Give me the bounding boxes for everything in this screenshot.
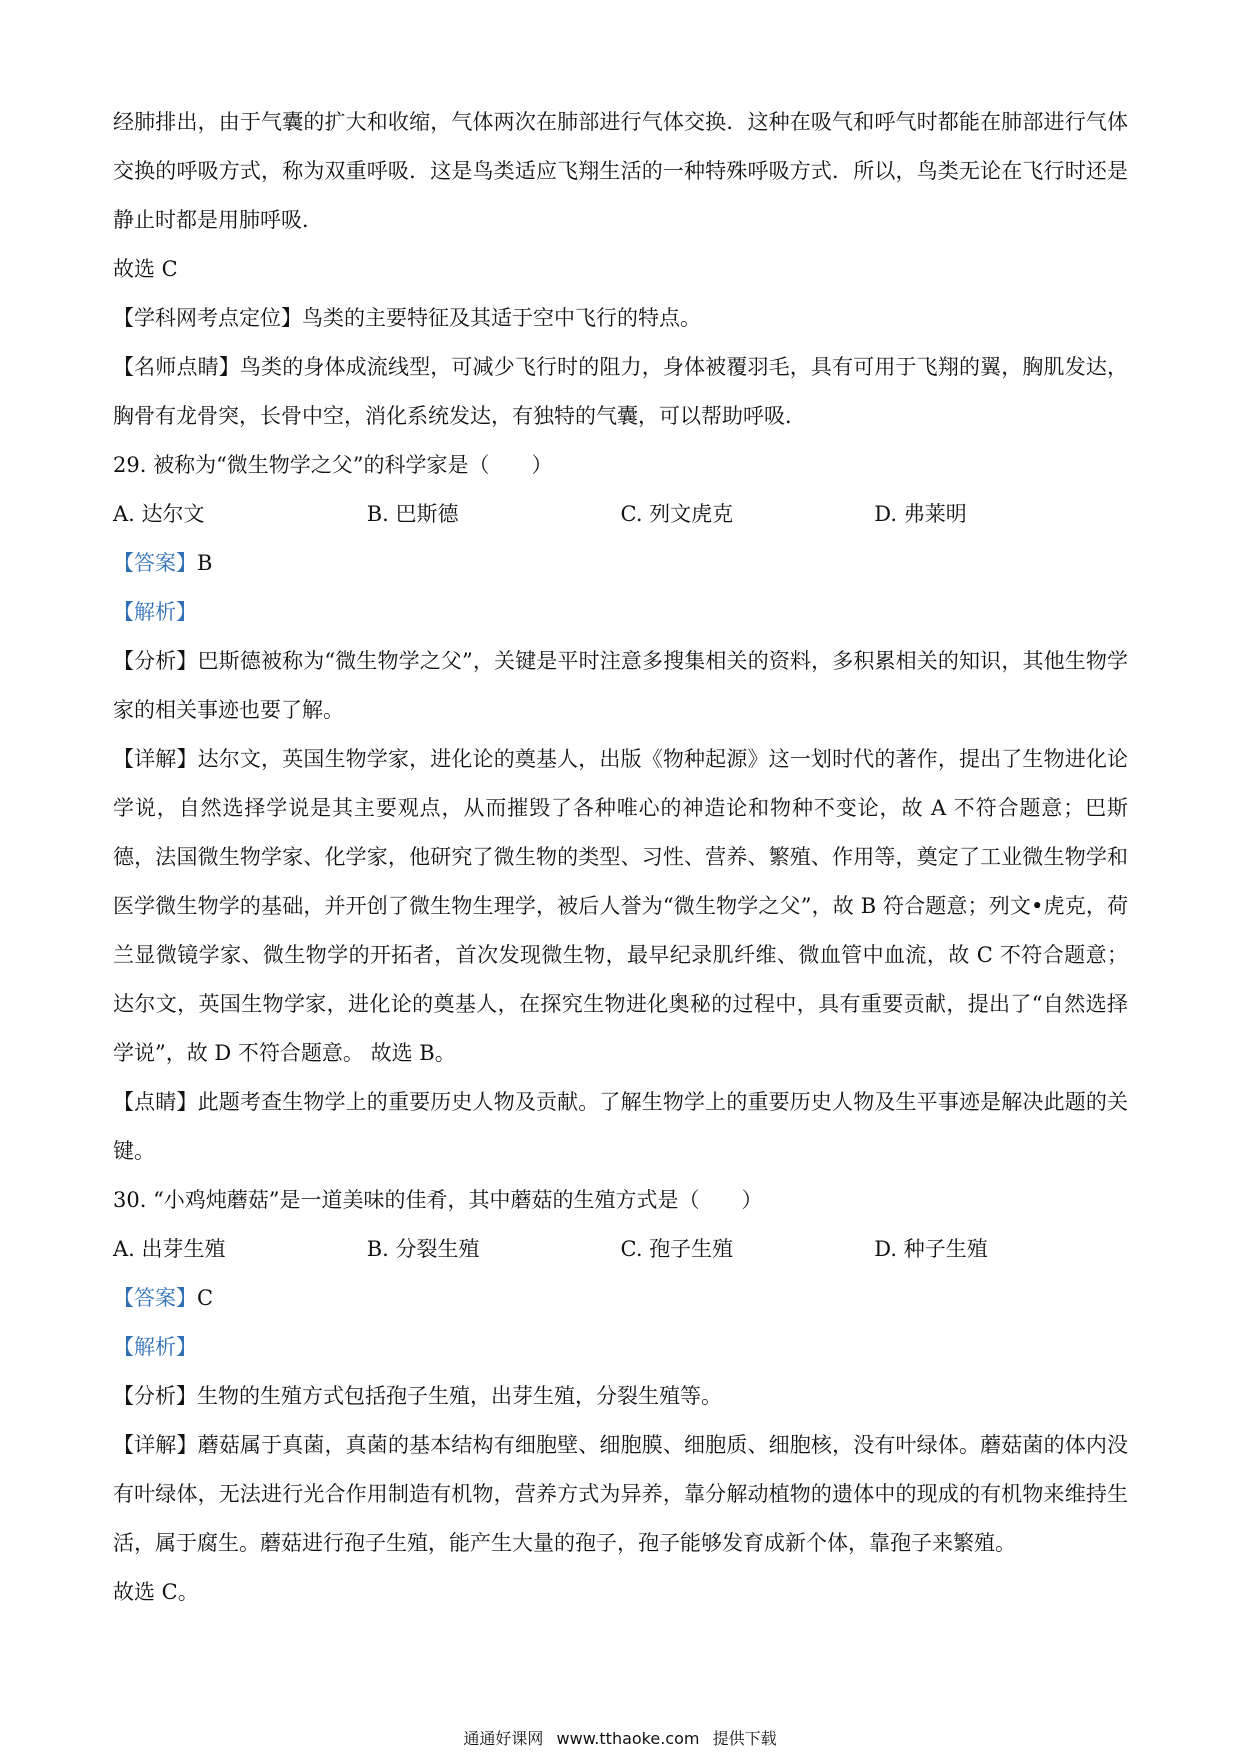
xiangjie-text: 蘑菇属于真菌，真菌的基本结构有细胞壁、细胞膜、细胞质、细胞核，没有叶绿体。蘑菇菌的体内没有叶绿体，无法进行光合作用制造有机物，营养方式为异养，靠分解动植物的遗体中的现成的有机物来维持生活，属于腐生。蘑菇进行孢子生殖，能产生大量的孢子，孢子能够发育成新个体，靠孢子来繁殖。 <box>113 1433 1129 1555</box>
q29-jiexi <box>113 588 1128 637</box>
footer-site-name: 通通好课网 <box>463 1729 544 1748</box>
fenxi-text: 巴斯德被称为“微生物学之父”，关键是平时注意多搜集相关的资料，多积累相关的知识，其他生物学家的相关事迹也要了解。 <box>113 649 1129 722</box>
answer-value: B <box>197 551 213 575</box>
mingshi-dianjing-paragraph <box>113 343 1128 441</box>
answer-value: C <box>197 1286 214 1310</box>
kaodian-text: 鸟类的主要特征及其适于空中飞行的特点。 <box>302 306 701 330</box>
mingshi-dianjing-label: 【名师点睛】 <box>113 355 240 379</box>
intro-paragraph: 经肺排出，由于气囊的扩大和收缩，气体两次在肺部进行气体交换．这种在吸气和呼气时都能在肺部进行气体交换的呼吸方式，称为双重呼吸．这是鸟类适应飞翔生活的一种特殊呼吸方式．所以，鸟类无论在飞行时还是静止时都是用肺呼吸． <box>113 110 1128 232</box>
kaodian-label: 【学科网考点定位】 <box>113 306 302 330</box>
kaodian-paragraph <box>113 294 1128 343</box>
q30-jiexi <box>113 1323 1128 1372</box>
footer-url[interactable]: www.tthaoke.com <box>556 1729 700 1748</box>
q29-fenxi <box>113 637 1128 735</box>
fenxi-label: 【分析】 <box>113 649 198 673</box>
q29-dianjing <box>113 1078 1128 1176</box>
xiangjie-label: 【详解】 <box>113 747 198 771</box>
option-b: B. 巴斯德 <box>366 502 459 526</box>
jiexi-label: 【解析】 <box>113 600 197 624</box>
option-a: A. 达尔文 <box>113 502 205 526</box>
fenxi-label: 【分析】 <box>113 1384 197 1408</box>
option-d: D. 种子生殖 <box>874 1237 988 1261</box>
q30-xiangjie <box>113 1421 1128 1568</box>
answer-label: 【答案】 <box>113 1286 197 1310</box>
page-footer <box>0 1728 1240 1750</box>
option-d: D. 弗莱明 <box>874 502 967 526</box>
question-29-options <box>113 490 1128 539</box>
footer-suffix: 提供下载 <box>712 1729 777 1748</box>
q30-answer <box>113 1274 1128 1323</box>
intro-choice: 故选 C <box>113 257 178 281</box>
q29-answer <box>113 539 1128 588</box>
mingshi-dianjing-text: 鸟类的身体成流线型，可减少飞行时的阻力，身体被覆羽毛，具有可用于飞翔的翼，胸肌发达，胸骨有龙骨突，长骨中空，消化系统发达，有独特的气囊，可以帮助呼吸． <box>113 355 1129 428</box>
fenxi-text: 生物的生殖方式包括孢子生殖，出芽生殖，分裂生殖等。 <box>197 1384 722 1408</box>
option-c: C. 孢子生殖 <box>620 1237 734 1261</box>
option-b: B. 分裂生殖 <box>366 1237 480 1261</box>
q29-xiangjie <box>113 735 1128 1078</box>
xiangjie-text: 达尔文，英国生物学家，进化论的奠基人，出版《物种起源》这一划时代的著作，提出了生物进化论学说，自然选择学说是其主要观点，从而摧毁了各种唯心的神造论和物种不变论，故 A 不符合题意；巴斯德，法国微生物学家、化学家，他研究了微生物的类型、习性、营养、繁殖、作用等，奠定了工业微生物学和医学微生物学的基础，并开创了微生物生理学，被后人誉为“微生物学之父”，故 B 符合题意；列文•虎克，荷兰显微镜学家、微生物学的开拓者，首次发现微生物，最早纪录肌纤维、微血管中血流，故 C 不符合题意；达尔文，英国生物学家，进化论的奠基人，在探究生物进化奥秘的过程中，具有重要贡献，提出了“自然选择学说”，故 D 不符合题意。 故选 B。 <box>113 747 1129 1065</box>
option-c: C. 列文虎克 <box>620 502 734 526</box>
answer-label: 【答案】 <box>113 551 197 575</box>
dianjing-text: 此题考查生物学上的重要历史人物及贡献。了解生物学上的重要历史人物及生平事迹是解决此题的关键。 <box>113 1090 1129 1163</box>
question-29: 29. 被称为“微生物学之父”的科学家是（ ） <box>113 453 553 477</box>
page-content <box>113 98 1128 1617</box>
xiangjie-label: 【详解】 <box>113 1433 198 1457</box>
question-30-options <box>113 1225 1128 1274</box>
option-a: A. 出芽生殖 <box>113 1237 226 1261</box>
dianjing-label: 【点睛】 <box>113 1090 198 1114</box>
q30-choice: 故选 C。 <box>113 1580 199 1604</box>
q30-fenxi <box>113 1372 1128 1421</box>
question-30: 30. “小鸡炖蘑菇”是一道美味的佳肴，其中蘑菇的生殖方式是（ ） <box>113 1188 763 1212</box>
jiexi-label: 【解析】 <box>113 1335 197 1359</box>
